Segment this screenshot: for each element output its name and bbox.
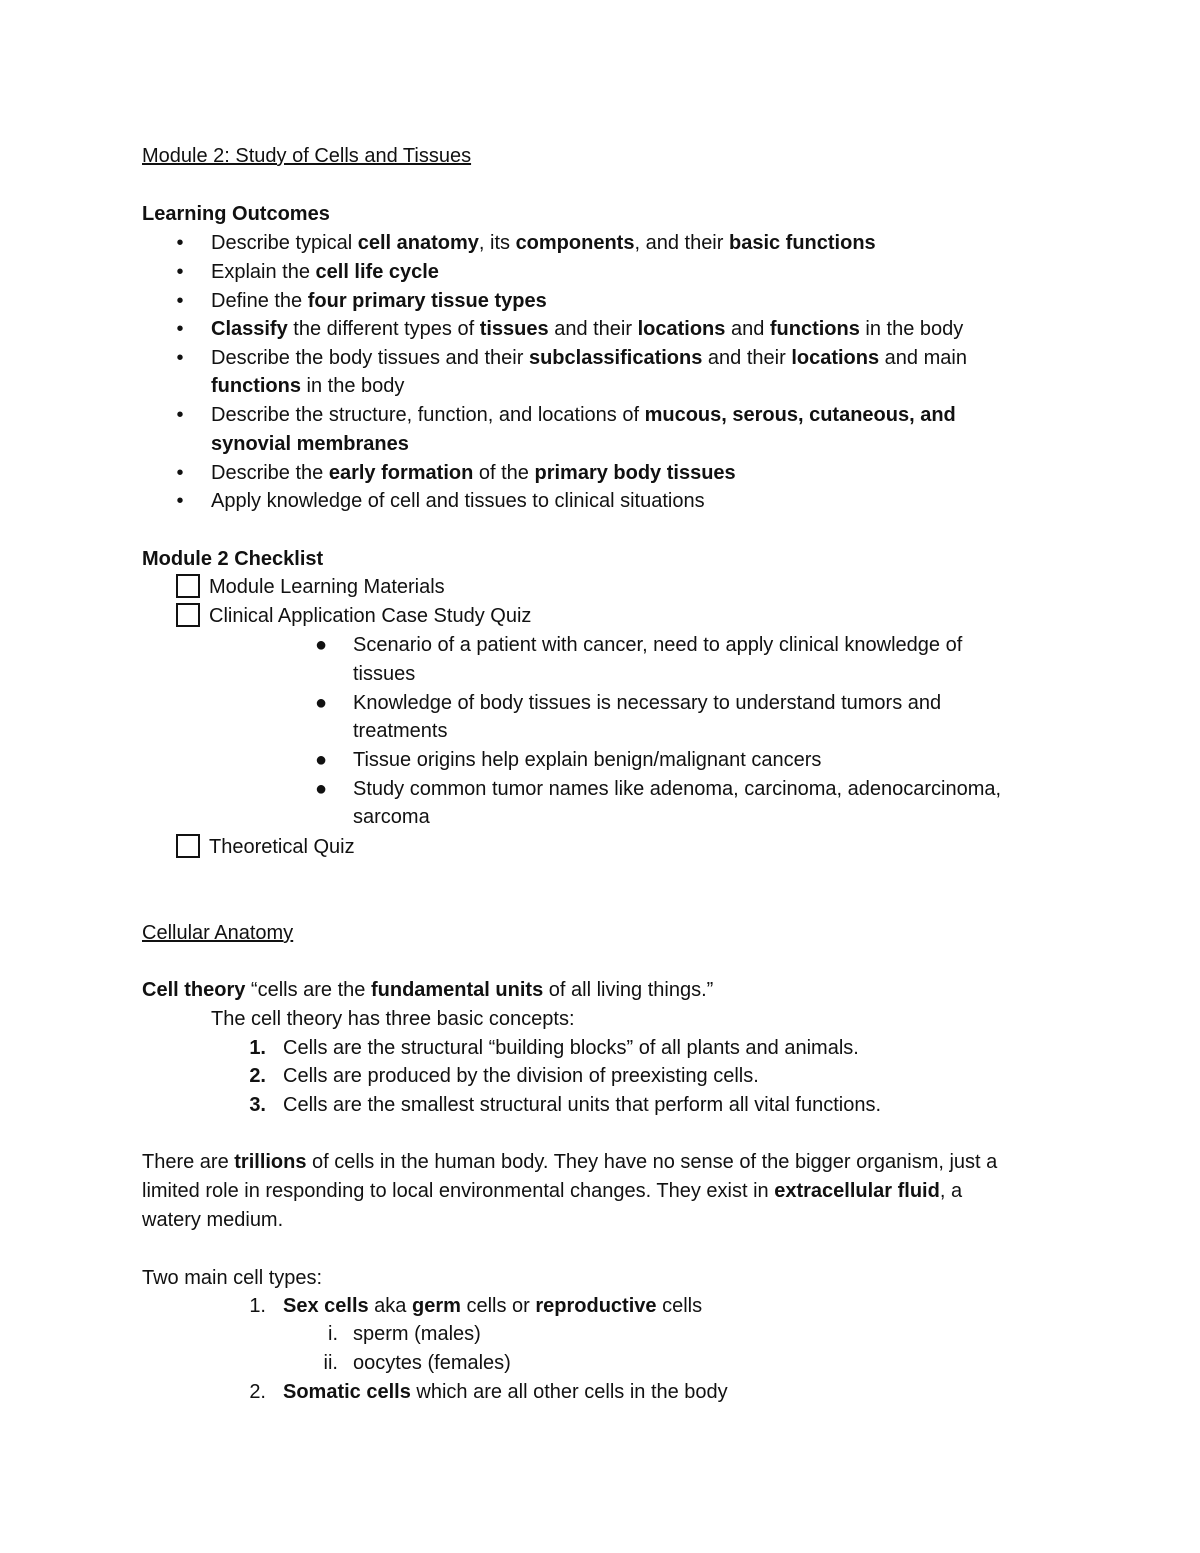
bullet-icon: ● bbox=[314, 749, 328, 771]
checklist-sub-item-continuation: treatments bbox=[353, 720, 448, 742]
text-run: Explain the bbox=[211, 261, 316, 283]
cell-type-item bbox=[283, 1378, 728, 1406]
outcome-item bbox=[211, 401, 956, 429]
bold-text-run: components bbox=[515, 232, 635, 254]
outcome-item-continuation bbox=[211, 372, 404, 400]
bold-text-run: germ bbox=[411, 1295, 461, 1317]
text-run: the different types of bbox=[287, 318, 480, 340]
text-run: and bbox=[725, 318, 770, 340]
bold-text-run: early formation bbox=[328, 462, 474, 484]
text-run: Describe the body tissues and their bbox=[211, 347, 529, 369]
text-run: , its bbox=[478, 232, 516, 254]
cell-type-item bbox=[283, 1292, 702, 1320]
bullet-icon: • bbox=[176, 318, 184, 340]
text-run: Apply knowledge of cell and tissues to clinical situations bbox=[211, 490, 705, 512]
text-run: watery medium. bbox=[142, 1209, 284, 1231]
bullet-icon: ● bbox=[314, 778, 328, 800]
cell-theory-intro: The cell theory has three basic concepts: bbox=[211, 1008, 575, 1030]
bold-text-run: locations bbox=[637, 318, 726, 340]
list-number: 3. bbox=[249, 1094, 266, 1116]
text-run: Describe the bbox=[211, 462, 329, 484]
outcome-item-continuation bbox=[211, 430, 409, 458]
text-run: of all living things.” bbox=[543, 979, 714, 1001]
bold-text-run: trillions bbox=[234, 1151, 307, 1173]
text-run: in the body bbox=[301, 375, 405, 397]
bold-text-run: Sex cells bbox=[283, 1295, 369, 1317]
bold-text-run: primary body tissues bbox=[534, 462, 736, 484]
text-run: “cells are the bbox=[245, 979, 371, 1001]
bullet-icon: • bbox=[176, 462, 184, 484]
text-run: Describe the structure, function, and locations of bbox=[211, 404, 645, 426]
bold-text-run: fundamental units bbox=[370, 979, 544, 1001]
bold-text-run: Cell theory bbox=[142, 979, 246, 1001]
bold-text-run: cell anatomy bbox=[357, 232, 479, 254]
outcome-item bbox=[211, 459, 736, 487]
bold-text-run: basic functions bbox=[728, 232, 876, 254]
bold-text-run: Classify bbox=[211, 318, 288, 340]
bold-text-run: tissues bbox=[479, 318, 549, 340]
cell-theory-concept: Cells are produced by the division of preexisting cells. bbox=[283, 1065, 759, 1087]
text-run: which are all other cells in the body bbox=[410, 1381, 728, 1403]
section-heading-cellular-anatomy: Cellular Anatomy bbox=[142, 922, 294, 944]
cell-theory-definition bbox=[142, 976, 713, 1004]
bold-text-run: four primary tissue types bbox=[307, 290, 547, 312]
bullet-icon: • bbox=[176, 290, 184, 312]
bold-text-run: Somatic cells bbox=[283, 1381, 411, 1403]
outcome-item bbox=[211, 315, 963, 343]
checklist-heading: Module 2 Checklist bbox=[142, 548, 324, 570]
bold-text-run: extracellular fluid bbox=[774, 1180, 940, 1202]
text-run: and their bbox=[702, 347, 792, 369]
bullet-icon: • bbox=[176, 261, 184, 283]
outcome-item bbox=[211, 258, 439, 286]
checkbox-theoretical-quiz[interactable] bbox=[176, 834, 200, 858]
list-numeral: ii. bbox=[323, 1352, 338, 1374]
checklist-item-label: Theoretical Quiz bbox=[209, 836, 355, 858]
paragraph-line bbox=[142, 1177, 962, 1205]
checklist-sub-item: Scenario of a patient with cancer, need to apply clinical knowledge of bbox=[353, 634, 963, 656]
text-run: and their bbox=[548, 318, 638, 340]
text-run: cells bbox=[656, 1295, 703, 1317]
bold-text-run: locations bbox=[791, 347, 880, 369]
outcome-item bbox=[211, 344, 967, 372]
outcome-item bbox=[211, 229, 876, 257]
paragraph-line bbox=[142, 1148, 997, 1176]
bold-text-run: cell life cycle bbox=[315, 261, 439, 283]
checkbox-module-learning-materials[interactable] bbox=[176, 574, 200, 598]
list-number: 1. bbox=[249, 1295, 266, 1317]
bullet-icon: • bbox=[176, 232, 184, 254]
cell-type-sub-item: oocytes (females) bbox=[353, 1352, 511, 1374]
bold-text-run: mucous, serous, cutaneous, and bbox=[644, 404, 956, 426]
text-run: limited role in responding to local environmental changes. They exist in bbox=[142, 1180, 775, 1202]
outcome-item bbox=[211, 287, 547, 315]
bold-text-run: functions bbox=[211, 375, 301, 397]
list-numeral: i. bbox=[328, 1323, 338, 1345]
checklist-sub-item: Tissue origins help explain benign/malignant cancers bbox=[353, 749, 822, 771]
text-run: cells or bbox=[460, 1295, 536, 1317]
bullet-icon: ● bbox=[314, 634, 328, 656]
text-run: Describe typical bbox=[211, 232, 358, 254]
list-number: 2. bbox=[249, 1065, 266, 1087]
cell-theory-concept: Cells are the structural “building blocks” of all plants and animals. bbox=[283, 1037, 859, 1059]
bullet-icon: • bbox=[176, 347, 184, 369]
checklist-sub-item-continuation: sarcoma bbox=[353, 806, 430, 828]
bullet-icon: ● bbox=[314, 692, 328, 714]
paragraph-line bbox=[142, 1206, 283, 1234]
checklist-sub-item: Study common tumor names like adenoma, carcinoma, adenocarcinoma, bbox=[353, 778, 1002, 800]
checkbox-clinical-case-study-quiz[interactable] bbox=[176, 603, 200, 627]
list-number: 2. bbox=[249, 1381, 266, 1403]
list-number: 1. bbox=[249, 1037, 266, 1059]
text-run: of cells in the human body. They have no sense of the bigger organism, just a bbox=[306, 1151, 998, 1173]
cell-theory-concept: Cells are the smallest structural units that perform all vital functions. bbox=[283, 1094, 882, 1116]
cell-type-sub-item: sperm (males) bbox=[353, 1323, 481, 1345]
cell-types-intro: Two main cell types: bbox=[142, 1267, 323, 1289]
text-run: , a bbox=[939, 1180, 963, 1202]
checklist-item-label: Clinical Application Case Study Quiz bbox=[209, 605, 532, 627]
learning-outcomes-heading: Learning Outcomes bbox=[142, 203, 330, 225]
bold-text-run: subclassifications bbox=[528, 347, 703, 369]
bullet-icon: • bbox=[176, 490, 184, 512]
checklist-item-label: Module Learning Materials bbox=[209, 576, 445, 598]
text-run: There are bbox=[142, 1151, 235, 1173]
bullet-icon: • bbox=[176, 404, 184, 426]
checklist-sub-item-continuation: tissues bbox=[353, 663, 416, 685]
outcome-item bbox=[211, 487, 705, 515]
text-run: , and their bbox=[634, 232, 729, 254]
text-run: in the body bbox=[859, 318, 964, 340]
bold-text-run: functions bbox=[769, 318, 860, 340]
checklist-sub-item: Knowledge of body tissues is necessary to understand tumors and bbox=[353, 692, 942, 714]
text-run: and main bbox=[879, 347, 967, 369]
bold-text-run: reproductive bbox=[535, 1295, 657, 1317]
text-run: of the bbox=[473, 462, 535, 484]
bold-text-run: synovial membranes bbox=[211, 433, 409, 455]
text-run: aka bbox=[368, 1295, 412, 1317]
text-run: Define the bbox=[211, 290, 308, 312]
page-title: Module 2: Study of Cells and Tissues bbox=[142, 145, 472, 167]
